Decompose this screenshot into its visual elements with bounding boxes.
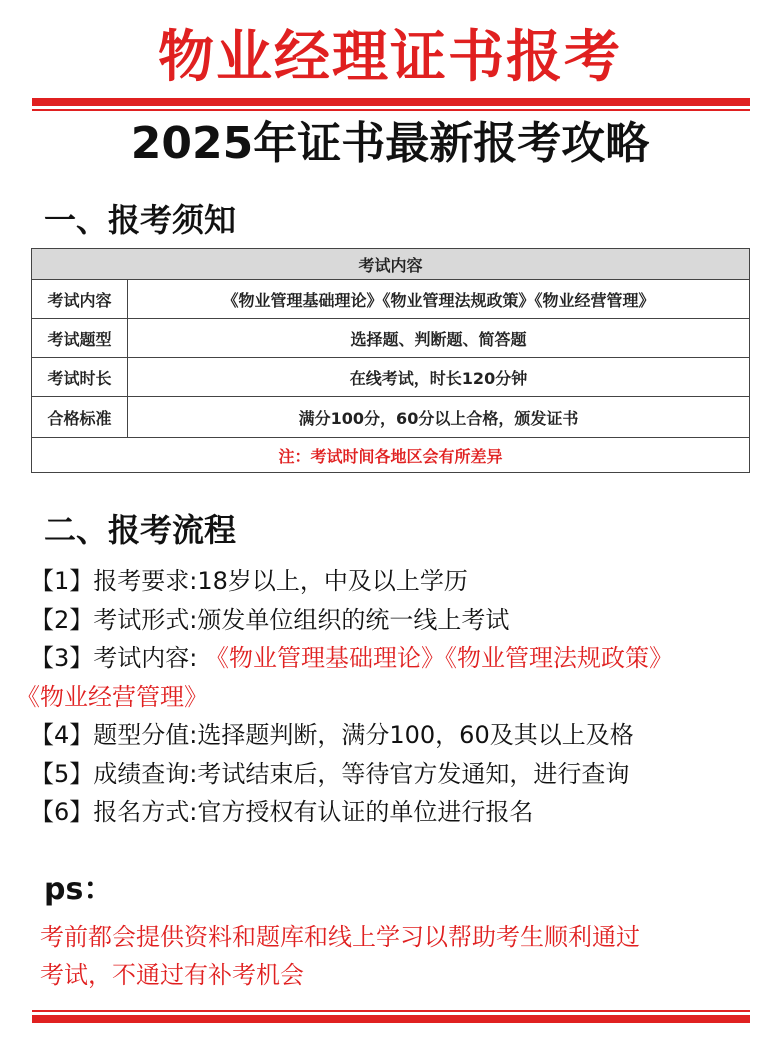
table-row — [32, 319, 750, 358]
item-number: 【3】 — [30, 644, 94, 672]
section-title-notice: 一、报考须知 — [44, 201, 237, 239]
item-key: 报考要求: — [93, 567, 198, 595]
item-number: 【1】 — [30, 567, 94, 595]
list-item — [30, 716, 770, 755]
section-title-process: 二、报考流程 — [44, 511, 237, 549]
item-number: 【4】 — [30, 721, 94, 749]
list-item — [30, 601, 770, 640]
row-value: 在线考试，时长120分钟 — [128, 358, 750, 397]
item-text-highlight: 《物业经营管理》 — [16, 682, 208, 711]
row-label: 合格标准 — [32, 397, 128, 438]
list-item — [30, 639, 770, 678]
process-list — [16, 562, 770, 832]
ps-text — [40, 918, 740, 994]
item-text: 官方授权有认证的单位进行报名 — [197, 798, 534, 826]
item-number: 【2】 — [30, 605, 94, 634]
main-title: 物业经理证书报考 — [158, 25, 622, 90]
row-label: 考试内容 — [32, 280, 128, 319]
title-divider — [32, 98, 750, 111]
table-note: 注：考试时间各地区会有所差异 — [32, 438, 750, 473]
list-item — [30, 562, 770, 601]
row-value: 满分100分，60分以上合格，颁发证书 — [128, 397, 750, 438]
table-row — [32, 397, 750, 438]
table-row — [32, 358, 750, 397]
list-item — [30, 793, 770, 832]
ps-text-line: 考前都会提供资料和题库和线上学习以帮助考生顺利通过 — [40, 923, 640, 951]
footer-divider — [32, 1010, 750, 1023]
ps-text-line: 考试，不通过有补考机会 — [40, 961, 304, 989]
list-item — [30, 755, 770, 794]
item-key: 考试内容: — [93, 644, 198, 672]
row-value: 选择题、判断题、简答题 — [128, 319, 750, 358]
page-subtitle: 2025年证书最新报考攻略 — [130, 118, 650, 169]
item-number: 【6】 — [30, 798, 94, 826]
item-key: 成绩查询: — [93, 759, 198, 788]
item-key: 考试形式: — [93, 605, 198, 634]
item-text: 选择题判断，满分100，60及其以上及格 — [197, 721, 634, 749]
item-text: 颁发单位组织的统一线上考试 — [197, 605, 510, 634]
item-key: 报名方式: — [93, 798, 198, 826]
table-header: 考试内容 — [32, 249, 750, 280]
item-text: 考试结束后，等待官方发通知，进行查询 — [197, 759, 630, 788]
item-number: 【5】 — [30, 759, 94, 788]
list-item-continuation — [16, 678, 770, 717]
row-label: 考试时长 — [32, 358, 128, 397]
item-text: 18岁以上，中及以上学历 — [197, 567, 468, 595]
table-row — [32, 280, 750, 319]
ps-label: ps： — [44, 872, 114, 907]
row-label: 考试题型 — [32, 319, 128, 358]
exam-info-table — [31, 248, 750, 473]
row-value: 《物业管理基础理论》《物业管理法规政策》《物业经营管理》 — [128, 280, 750, 319]
item-key: 题型分值: — [93, 721, 198, 749]
item-text-highlight: 《物业管理基础理论》《物业管理法规政策》 — [205, 644, 674, 672]
